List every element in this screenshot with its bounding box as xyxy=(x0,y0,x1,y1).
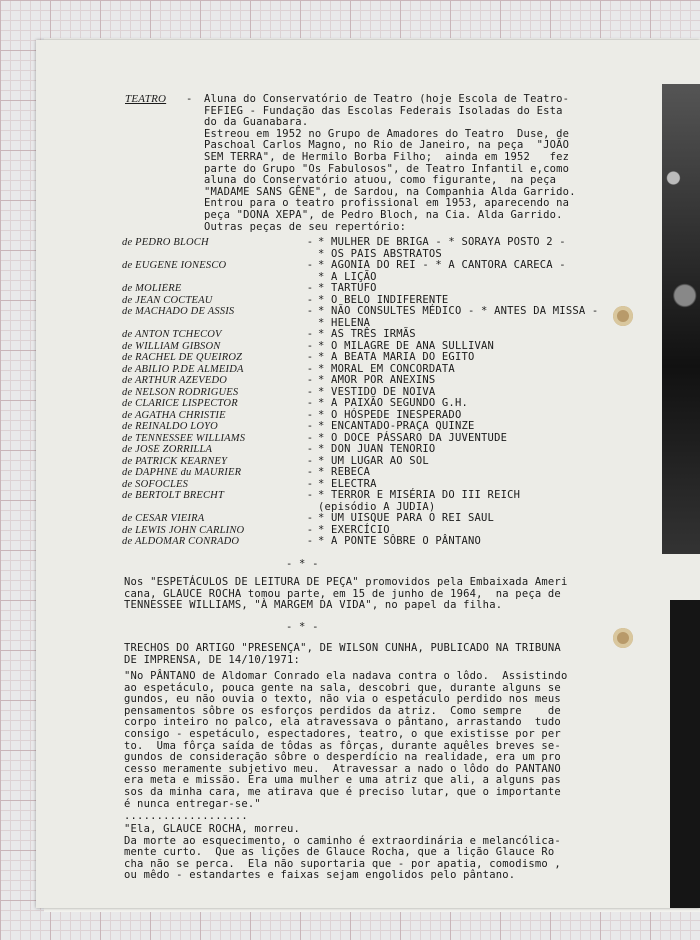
repertoire-dash: - xyxy=(306,236,314,248)
section-heading: TEATRO xyxy=(125,93,167,105)
repertoire-dash: - xyxy=(306,443,314,455)
repertoire-plays: * EXERCÍCIO xyxy=(318,523,390,536)
repertoire-row xyxy=(122,444,598,456)
intro-line: peça "DONA XEPA", de Pedro Bloch, na Cia. Alda Garrido. xyxy=(204,208,563,221)
closing-line: mente curto. Que as lições de Glauce Rocha, que a lição Glauce Ro xyxy=(124,846,555,859)
repertoire-author: de NELSON RODRIGUES xyxy=(122,386,239,398)
repertoire-author: de PATRICK KEARNEY xyxy=(122,455,228,467)
repertoire-author: de SOFOCLES xyxy=(122,478,189,490)
punch-hole-top xyxy=(613,306,633,326)
quote-line: ao espetáculo, pouca gente na sala, descobri que, durante alguns se xyxy=(124,681,561,694)
repertoire-dash: - xyxy=(306,477,314,490)
repertoire-dash: - xyxy=(306,293,314,306)
repertoire-plays: * AGONIA DO REI - * A CANTORA CARECA - xyxy=(318,259,566,271)
repertoire-dash: - xyxy=(306,466,314,478)
article-header-line: DE IMPRENSA, DE 14/10/1971: xyxy=(124,653,301,666)
quote-line: to. Uma fôrça saída de tôdas as fôrças, durante aquêles breves se- xyxy=(124,739,561,752)
repertoire-plays: * O BELO INDIFERENTE xyxy=(318,293,449,306)
quote-line: corpo inteiro no palco, ela atravessava o pântano, arrastando tudo xyxy=(124,716,561,729)
repertoire-dash: - xyxy=(306,408,314,421)
repertoire-row xyxy=(122,398,598,410)
repertoire-dash: - xyxy=(306,523,314,536)
repertoire-author: de PEDRO BLOCH xyxy=(122,237,209,248)
leitura-line: cana, GLAUCE ROCHA tomou parte, em 15 de junho de 1964, na peça de xyxy=(124,587,561,600)
repertoire-dash: - xyxy=(306,385,314,398)
repertoire-row xyxy=(122,421,598,433)
repertoire-author: de ABILIO P.DE ALMEIDA xyxy=(122,363,244,375)
repertoire-row xyxy=(122,513,598,525)
dots-separator: ................... xyxy=(124,810,248,822)
repertoire-author: de MACHADO DE ASSIS xyxy=(122,306,235,317)
heading-dash: - xyxy=(186,93,193,105)
closing-line: cha não se perca. Ela não suportaria que - por apatia, comodismo , xyxy=(124,857,561,870)
repertoire-plays: * REBECA xyxy=(318,466,371,478)
repertoire-author: de CESAR VIEIRA xyxy=(122,513,205,524)
intro-line: Paschoal Carlos Magno, no Rio de Janeiro, na peça "JOÃO xyxy=(204,139,570,152)
repertoire-author: de CLARICE LISPECTOR xyxy=(122,398,238,409)
repertoire-row xyxy=(122,536,598,548)
intro-line: Outras peças de seu repertório: xyxy=(204,220,407,233)
repertoire-author: de RACHEL DE QUEIROZ xyxy=(122,352,243,363)
repertoire-author: de JOSÉ ZORRILLA xyxy=(122,444,213,455)
facing-page-photo-top xyxy=(662,84,700,554)
article-header-line: TRECHOS DO ARTIGO "PRESENÇA", DE WILSON CUNHA, PUBLICADO NA TRIBUNA xyxy=(124,642,561,654)
repertoire-row xyxy=(122,260,598,272)
repertoire-dash: - xyxy=(306,512,314,524)
repertoire-plays: * MORAL EM CONCORDATA xyxy=(318,362,455,375)
repertoire-dash: - xyxy=(306,420,314,432)
repertoire-dash: - xyxy=(306,328,314,340)
facing-page-photo-bottom xyxy=(670,600,700,908)
closing-line: "Ela, GLAUCE ROCHA, morreu. xyxy=(124,823,301,835)
repertoire-author: de LEWIS JOHN CARLINO xyxy=(122,524,245,536)
repertoire-author: de AGATHA CHRISTIE xyxy=(122,409,226,421)
repertoire-plays: * AMOR POR ANEXINS xyxy=(318,374,436,386)
repertoire-author xyxy=(122,249,302,261)
repertoire-dash: - xyxy=(306,351,314,363)
closing-line: ou mêdo - estandartes e faixas sejam engolidos pelo pântano. xyxy=(124,869,516,882)
repertoire-author: de TENNESSEE WILLIAMS xyxy=(122,432,246,444)
repertoire-plays: * OS PAIS ABSTRATOS xyxy=(318,247,442,260)
repertoire-dash: - xyxy=(306,431,314,444)
repertoire-row xyxy=(122,237,598,249)
repertoire-dash: - xyxy=(306,454,314,467)
repertoire-author: de ARTHUR AZEVEDO xyxy=(122,375,228,386)
punch-hole-bottom xyxy=(613,628,633,648)
repertoire-plays: * A PAIXÃO SEGUNDO G.H. xyxy=(318,397,468,409)
repertoire-plays: * DON JUAN TENORIO xyxy=(318,443,436,455)
quote-line: "No PÂNTANO de Aldomar Conrado ela nadava contra o lôdo. Assistindo xyxy=(124,670,568,682)
quote-line: sos da minha cara, me atirava que é preciso lutar, que o importante xyxy=(124,785,561,798)
repertoire-row xyxy=(122,283,598,295)
intro-line: do da Guanabara. xyxy=(204,116,309,129)
intro-line: Entrou para o teatro profissional em 1953, aparecendo na xyxy=(204,197,570,210)
quote-line: era meta e missão. Era uma mulher e uma atriz que ali, a alguns pas xyxy=(124,774,561,787)
separator-2: - * - xyxy=(286,621,319,633)
repertoire-plays: * TERROR E MISÉRIA DO III REICH xyxy=(318,489,521,501)
repertoire-plays: * A BEATA MARIA DO EGITO xyxy=(318,351,475,363)
closing-paragraph xyxy=(124,824,561,882)
repertoire-dash: - xyxy=(306,397,314,409)
repertoire-dash: - xyxy=(306,305,314,317)
quote-line: pensamentos sôbre os esforços perdidos da atriz. Como sempre de xyxy=(124,704,561,717)
repertoire-author xyxy=(122,502,302,514)
repertoire-author: de BERTOLT BRECHT xyxy=(122,490,224,501)
intro-line: Aluna do Conservatório de Teatro (hoje Escola de Teatro- xyxy=(204,93,570,105)
repertoire-plays: * HELENA xyxy=(318,316,371,329)
intro-paragraph xyxy=(204,94,576,233)
repertoire-plays: * O HÓSPEDE INESPERADO xyxy=(318,408,462,421)
repertoire-dash: - xyxy=(306,259,314,271)
document-page xyxy=(36,40,700,908)
repertoire-plays: * TARTUFO xyxy=(318,282,377,294)
repertoire-author: de EUGENE IONESCO xyxy=(122,260,227,271)
repertoire-plays: * ELECTRA xyxy=(318,477,377,490)
repertoire-plays: * A PONTE SÔBRE O PÂNTANO xyxy=(318,535,482,547)
intro-line: SEM TERRA", de Hermilo Borba Filho; ainda em 1952 fez xyxy=(204,150,570,163)
intro-line: "MADAME SANS GÊNE", de Sardou, na Companhia Alda Garrido. xyxy=(204,185,576,198)
repertoire-plays: * UM LUGAR AO SOL xyxy=(318,454,429,467)
intro-line: aluna do Conservatório atuou, como figurante, na peça xyxy=(204,174,557,187)
repertoire-dash: - xyxy=(306,339,314,352)
intro-line: FEFIEG - Fundação das Escolas Federais Isoladas do Esta xyxy=(204,104,563,117)
repertoire-plays: * NÃO CONSULTES MÉDICO - * ANTES DA MISSA - xyxy=(318,305,599,317)
repertoire-plays: * AS TRÊS IRMÃS xyxy=(318,328,416,340)
intro-line: Estreou em 1952 no Grupo de Amadores do Teatro Duse, de xyxy=(204,127,570,140)
repertoire-row xyxy=(122,306,598,318)
quote-line: gundos de consideração sôbre o desperdício na realidade, era um pro xyxy=(124,751,561,764)
repertoire-author: de MOLIÈRE xyxy=(122,283,182,294)
quote-line: gundos, eu não ouvia o texto, não via o espetáculo perdido nos meus xyxy=(124,693,561,706)
repertoire-dash: - xyxy=(306,535,314,547)
repertoire-author xyxy=(122,318,302,330)
leitura-line: Nos "ESPETÁCULOS DE LEITURA DE PEÇA" promovidos pela Embaixada Ameri xyxy=(124,576,568,588)
repertoire-plays: (episódio A JUDIA) xyxy=(318,500,436,513)
intro-line: parte do Grupo "Os Fabulosos", de Teatro Infantil e,como xyxy=(204,162,570,175)
quote-line: consigo - espetáculo, espectadores, teatro, o que existisse por per xyxy=(124,727,561,740)
repertoire-author: de WILLIAM GIBSON xyxy=(122,340,221,352)
quote-line: cesso meramente subjetivo meu. Atravessar a nado o lôdo do PANTANO xyxy=(124,762,561,775)
repertoire-author xyxy=(122,272,302,284)
repertoire-row xyxy=(122,467,598,479)
repertoire-author: de ALDOMAR CONRADO xyxy=(122,536,240,547)
repertoire-row xyxy=(122,375,598,387)
repertoire-plays: * O DOCE PÁSSARO DA JUVENTUDE xyxy=(318,431,508,444)
leitura-paragraph xyxy=(124,577,567,612)
repertoire-row xyxy=(122,329,598,341)
repertoire-list xyxy=(122,237,598,548)
repertoire-dash: - xyxy=(306,282,314,294)
article-quote xyxy=(124,671,567,810)
repertoire-author: de REINALDO LOYO xyxy=(122,421,218,432)
repertoire-row xyxy=(122,352,598,364)
repertoire-plays: * VESTIDO DE NOIVA xyxy=(318,385,436,398)
repertoire-dash: - xyxy=(306,374,314,386)
separator-1: - * - xyxy=(286,558,319,570)
leitura-line: TENNESSEE WILLIAMS, "À MARGEM DA VIDA", no papel da filha. xyxy=(124,599,503,612)
quote-line: é nunca entregar-se." xyxy=(124,797,261,810)
repertoire-plays: * MULHER DE BRIGA - * SORAYA POSTO 2 - xyxy=(318,236,566,248)
repertoire-author: de ANTON TCHECOV xyxy=(122,329,222,340)
repertoire-author: de JEAN COCTEAU xyxy=(122,294,213,306)
repertoire-plays: * O MILAGRE DE ANA SULLIVAN xyxy=(318,339,495,352)
repertoire-plays: * UM UISQUE PARA O REI SAUL xyxy=(318,512,495,524)
article-header xyxy=(124,643,561,666)
repertoire-author: de DAPHNE du MAURIER xyxy=(122,467,242,478)
repertoire-dash: - xyxy=(306,362,314,375)
repertoire-plays: * ENCANTADO-PRAÇA QUINZE xyxy=(318,420,475,432)
repertoire-plays: * A LIÇÃO xyxy=(318,270,377,283)
closing-line: Da morte ao esquecimento, o caminho é extraordinária e melancólica- xyxy=(124,834,561,847)
repertoire-row xyxy=(122,490,598,502)
repertoire-dash: - xyxy=(306,489,314,501)
